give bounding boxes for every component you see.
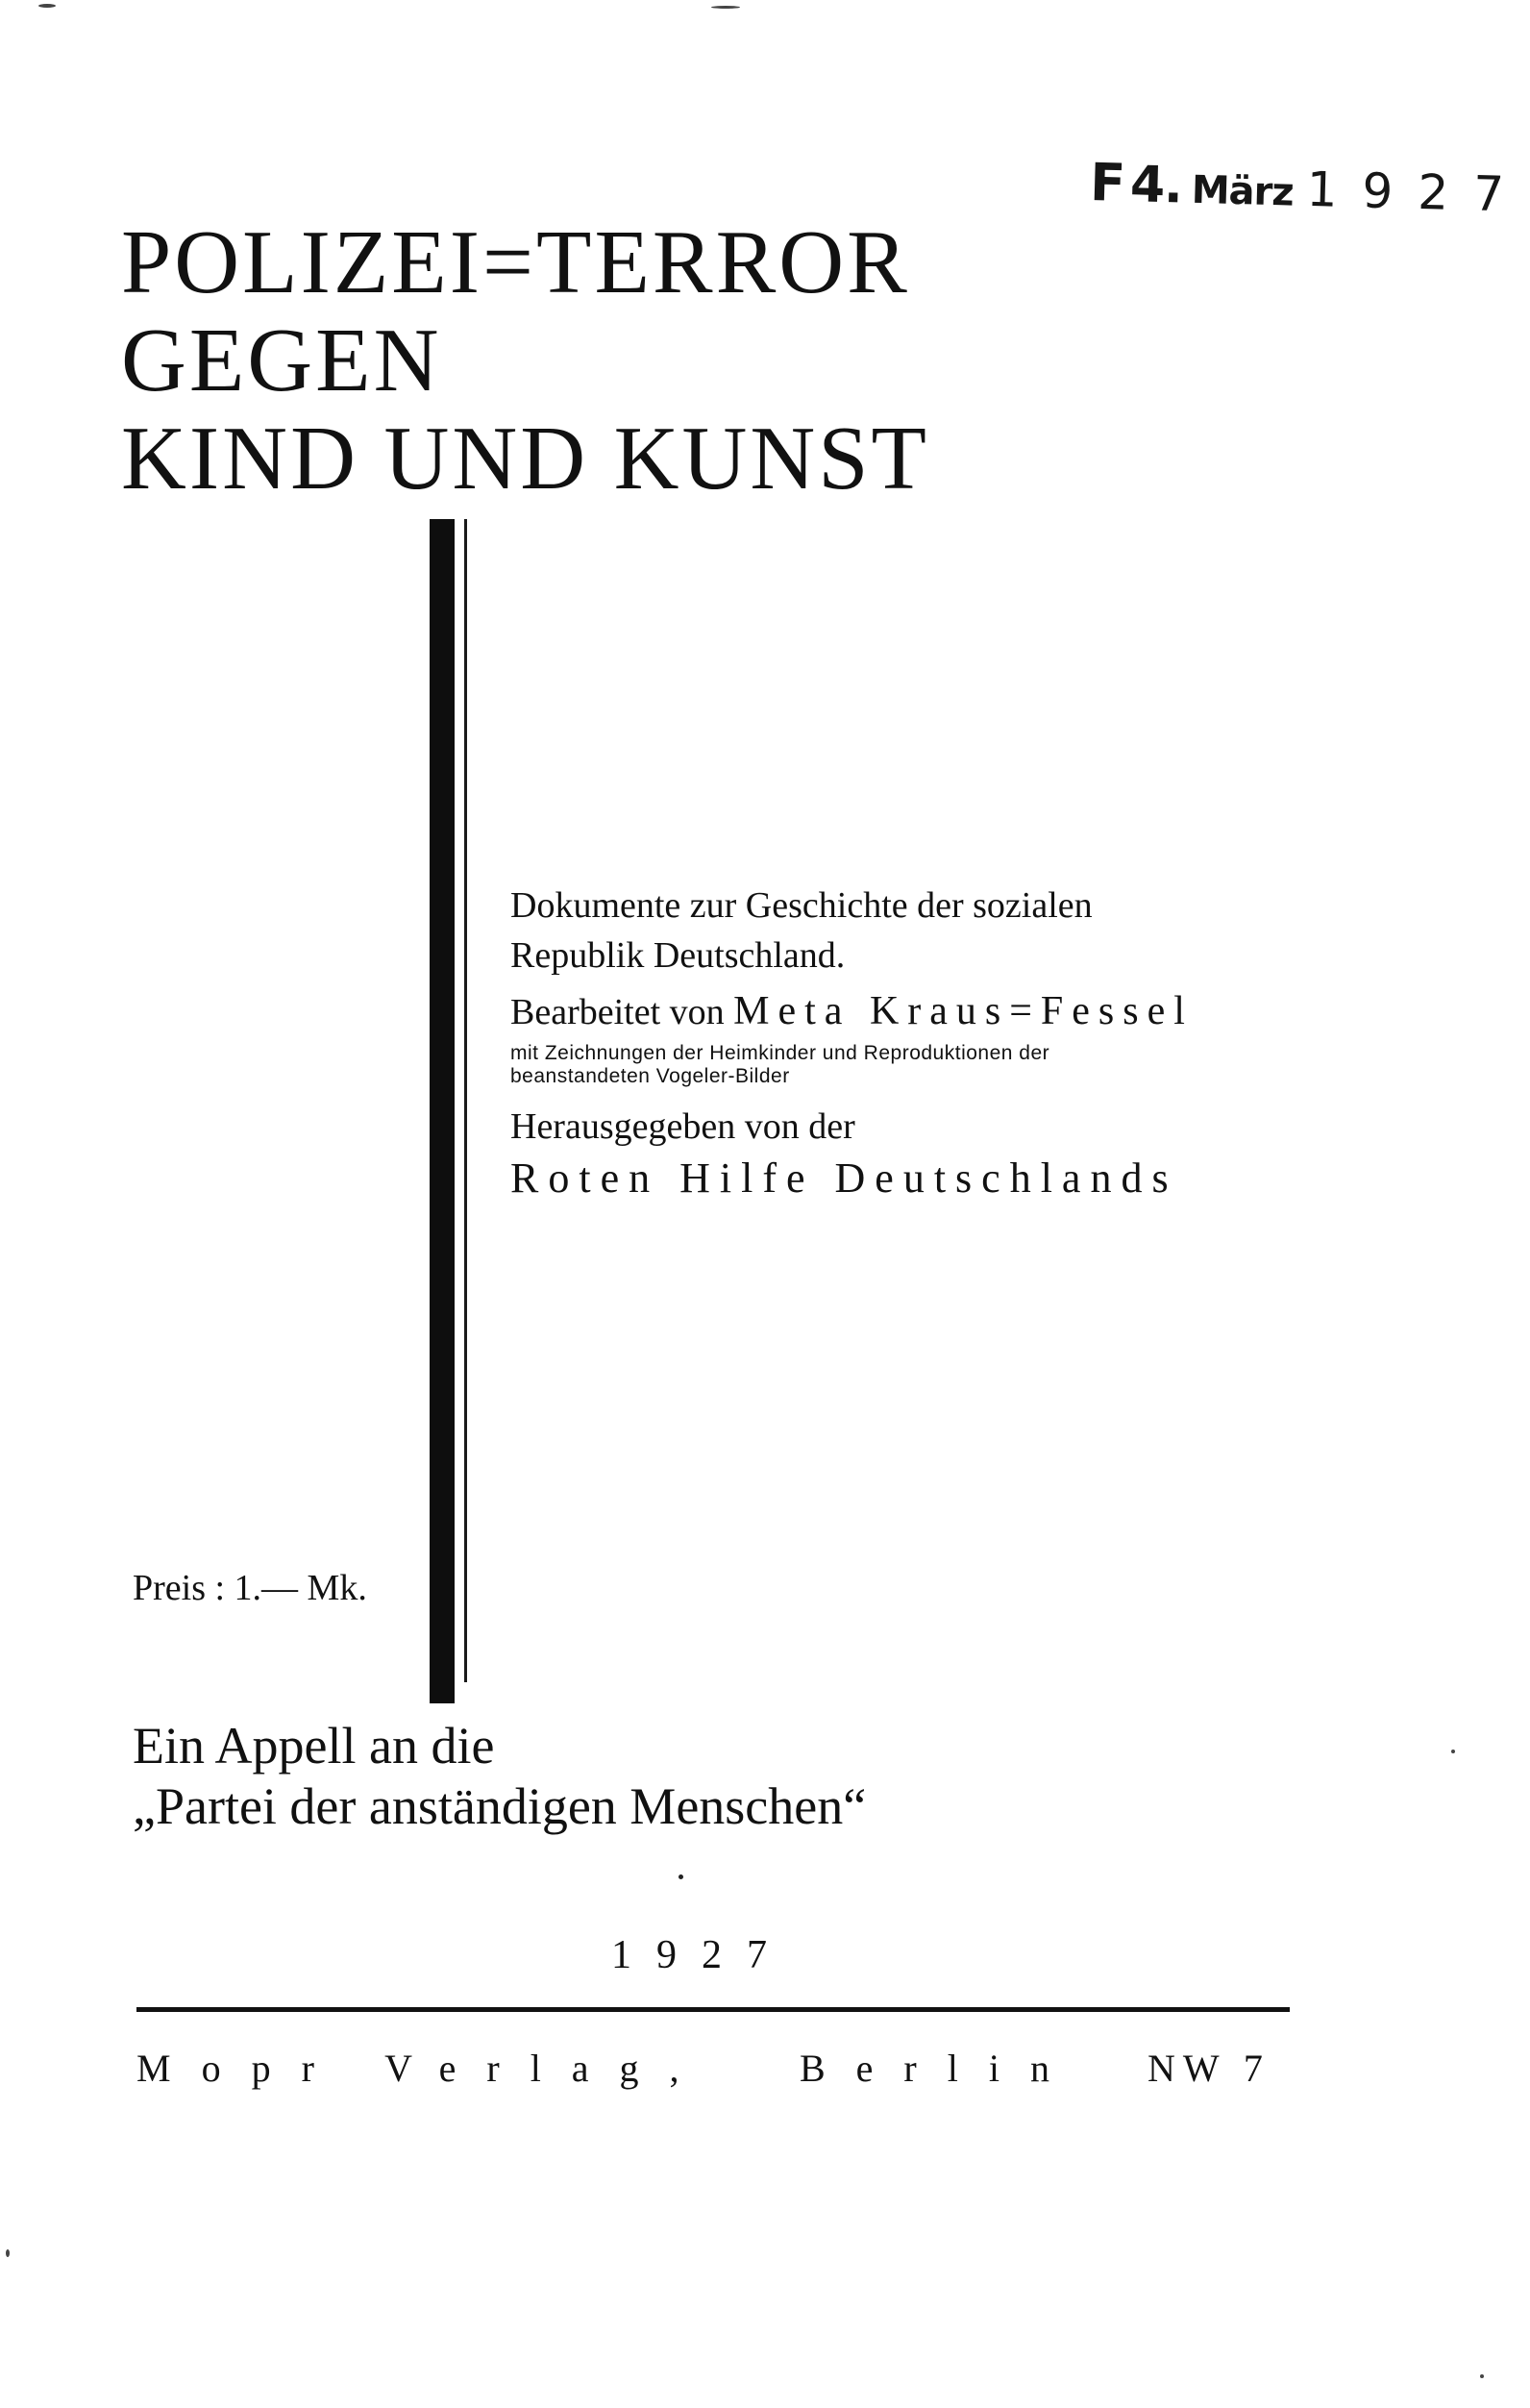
price-label: Preis : 1.— Mk.	[133, 1568, 367, 1608]
publication-year: 1927	[611, 1933, 792, 1977]
publisher-organization: Roten Hilfe Deutschlands	[510, 1154, 1178, 1202]
appeal-line-1: Ein Appell an die	[133, 1717, 495, 1775]
title-line-3: KIND UND KUNST	[121, 409, 929, 509]
editor-line	[510, 988, 1194, 1034]
illustrations-note-2: beanstandeten Vogeler-Bilder	[510, 1065, 790, 1087]
ornament-dot	[679, 1874, 683, 1879]
illustrations-note-1: mit Zeichnungen der Heimkinder und Reproduktionen der	[510, 1042, 1050, 1064]
stamp-month: März	[1191, 167, 1295, 215]
scan-speck	[711, 6, 740, 9]
imprint-publisher: Mopr Verlag,	[136, 2047, 710, 2090]
published-by-label: Herausgegeben von der	[510, 1106, 855, 1147]
date-stamp	[1089, 152, 1529, 224]
edited-by-label: Bearbeitet von	[510, 992, 734, 1032]
vertical-rule-thin	[464, 519, 467, 1682]
description-line-1: Dokumente zur Geschichte der sozialen	[510, 885, 1093, 926]
scan-speck	[1451, 1750, 1455, 1753]
imprint-city: Berlin	[800, 2047, 1080, 2090]
scan-speck	[1480, 2374, 1484, 2378]
stamp-year: 1927	[1305, 161, 1530, 223]
stamp-mark: F	[1089, 152, 1125, 213]
editor-name: Meta Kraus=Fessel	[733, 989, 1194, 1033]
scan-speck	[38, 4, 56, 8]
title-line-2: GEGEN	[121, 310, 442, 410]
scan-speck	[6, 2249, 10, 2257]
description-line-2: Republik Deutschland.	[510, 935, 846, 976]
imprint-district: NW 7	[1148, 2047, 1271, 2090]
appeal-line-2: „Partei der anständigen Menschen“	[133, 1777, 867, 1835]
vertical-rule-thick	[430, 519, 455, 1703]
horizontal-rule	[136, 2007, 1290, 2012]
title-line-1: POLIZEI=TERROR	[121, 212, 910, 312]
stamp-day: 4.	[1129, 156, 1183, 215]
